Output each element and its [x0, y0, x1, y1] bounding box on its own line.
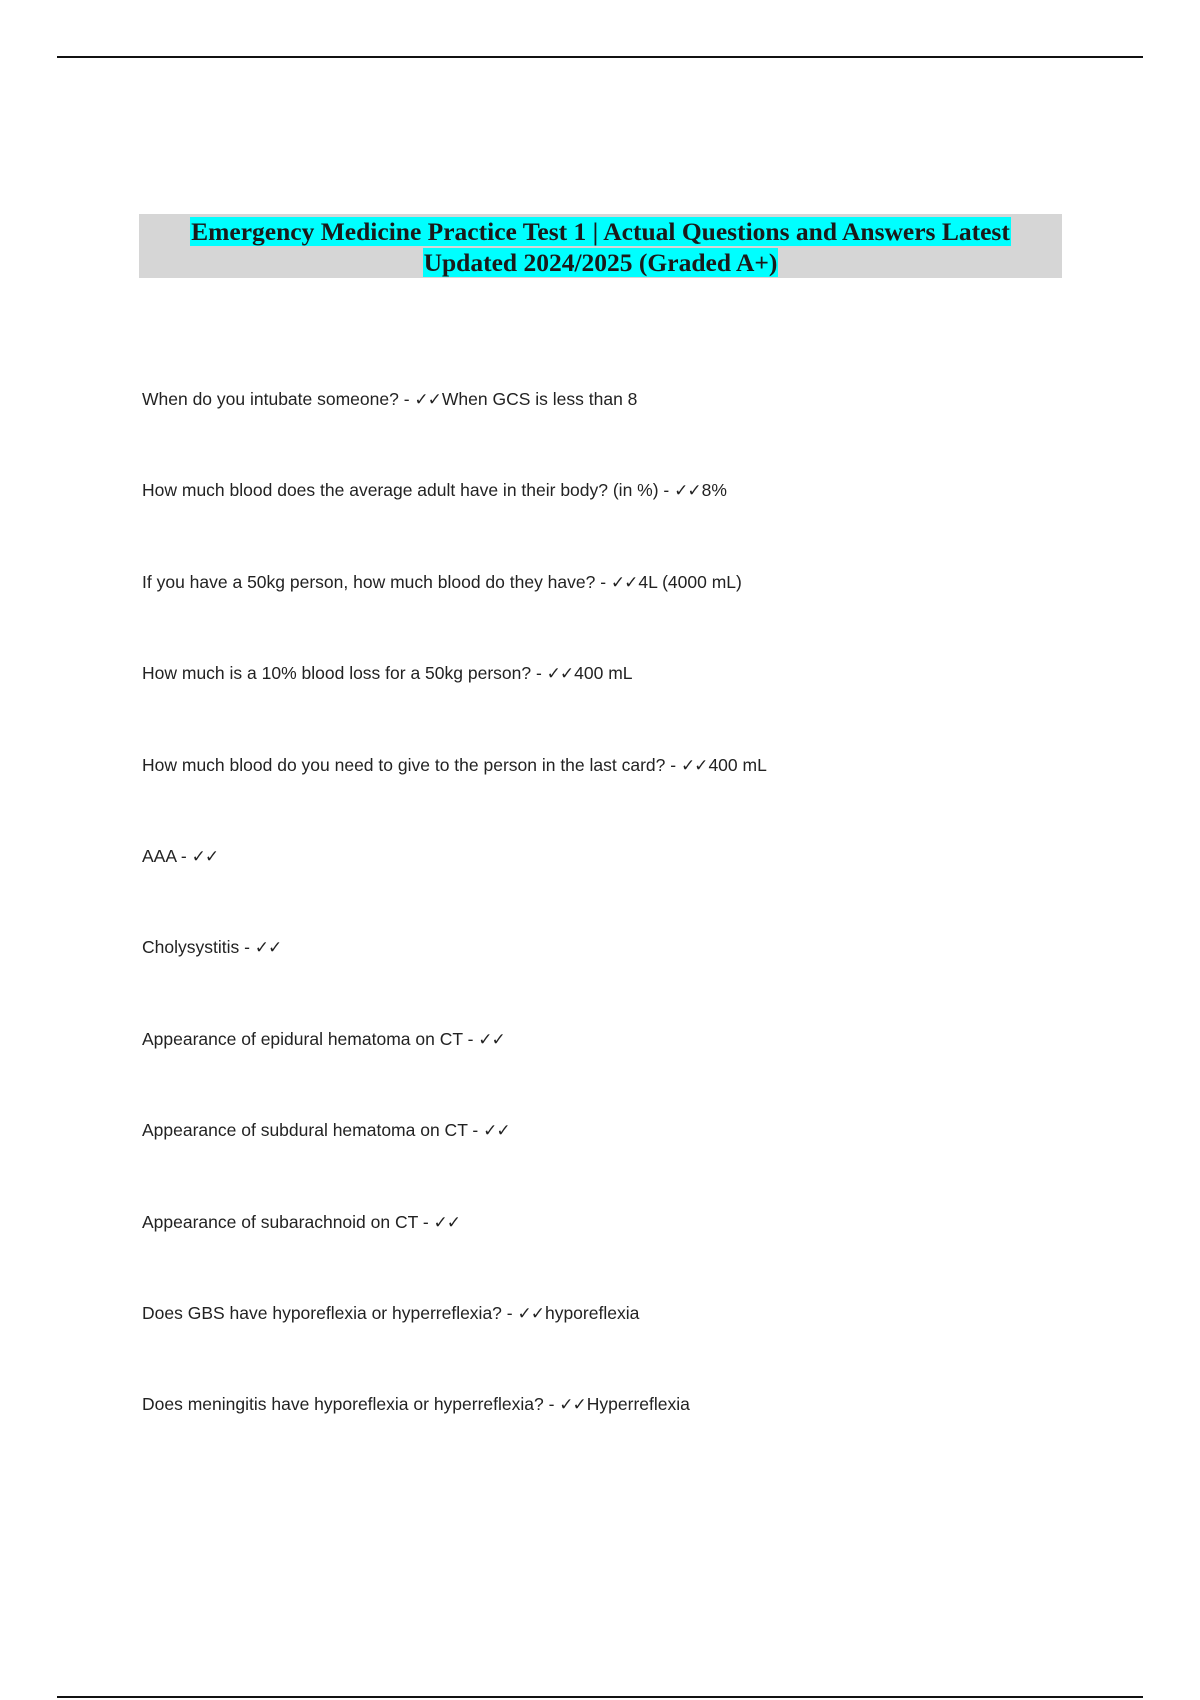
bottom-rule	[57, 1696, 1143, 1698]
qa-question: How much blood does the average adult have in their body? (in %) -	[142, 480, 675, 501]
qa-question: How much blood do you need to give to the person in the last card? -	[142, 754, 681, 775]
document-title-line-2	[139, 247, 1062, 278]
qa-question: Does meningitis have hyporeflexia or hyperreflexia? -	[142, 1394, 560, 1415]
double-check-icon: ✓✓	[414, 390, 441, 410]
qa-item	[142, 1026, 1102, 1117]
qa-item	[142, 1117, 1102, 1208]
top-rule	[57, 56, 1143, 58]
double-check-icon: ✓✓	[546, 664, 574, 685]
title-highlight-1: Emergency Medicine Practice Test 1 | Actual Questions and Answers Latest	[191, 217, 1010, 246]
double-check-icon: ✓✓	[517, 1303, 544, 1324]
qa-item	[142, 843, 1102, 934]
qa-answer: 4L (4000 mL)	[638, 571, 742, 592]
qa-question: Does GBS have hyporeflexia or hyperreflexia? -	[142, 1302, 518, 1323]
double-check-icon: ✓✓	[680, 755, 708, 776]
qa-question: AAA -	[142, 845, 192, 866]
double-check-icon: ✓✓	[674, 481, 701, 502]
double-check-icon: ✓✓	[483, 1121, 510, 1142]
qa-answer: When GCS is less than 8	[441, 389, 638, 409]
qa-item	[142, 934, 1102, 1025]
qa-item	[142, 1209, 1102, 1300]
qa-answer: 8%	[701, 480, 727, 501]
qa-answer: hyporeflexia	[544, 1302, 640, 1323]
qa-item	[142, 1391, 1102, 1482]
qa-list	[142, 386, 1102, 1483]
qa-item	[142, 569, 1102, 660]
qa-question: Appearance of epidural hematoma on CT -	[142, 1028, 479, 1049]
qa-question: How much is a 10% blood loss for a 50kg person? -	[142, 663, 547, 684]
qa-item	[142, 386, 1102, 477]
qa-answer: 400 mL	[708, 754, 767, 775]
qa-question: Appearance of subarachnoid on CT -	[142, 1211, 434, 1232]
qa-question: When do you intubate someone? -	[142, 389, 415, 409]
qa-item	[142, 1300, 1102, 1391]
double-check-icon: ✓✓	[191, 846, 219, 867]
qa-item	[142, 752, 1102, 843]
qa-item	[142, 660, 1102, 751]
qa-answer: 400 mL	[574, 663, 633, 684]
double-check-icon: ✓✓	[433, 1212, 461, 1233]
double-check-icon: ✓✓	[254, 938, 282, 959]
double-check-icon: ✓✓	[478, 1029, 505, 1050]
document-title-line-1	[139, 216, 1062, 247]
qa-question: Appearance of subdural hematoma on CT -	[142, 1120, 484, 1141]
qa-answer: Hyperreflexia	[586, 1394, 690, 1415]
qa-question: Cholysystitis -	[142, 937, 255, 958]
title-highlight-2: Updated 2024/2025 (Graded A+)	[423, 248, 778, 277]
double-check-icon: ✓✓	[610, 572, 638, 593]
qa-question: If you have a 50kg person, how much blood do they have? -	[142, 571, 611, 592]
double-check-icon: ✓✓	[559, 1395, 586, 1416]
qa-item	[142, 477, 1102, 568]
document-title-box	[139, 214, 1062, 278]
